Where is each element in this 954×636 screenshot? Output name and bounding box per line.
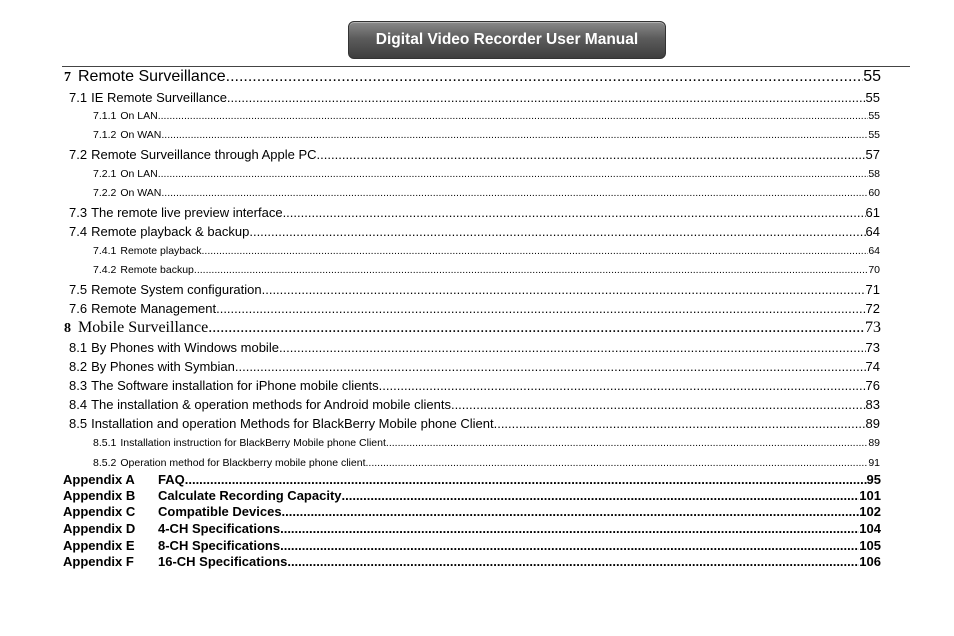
toc-entry-number: 7.1.1 xyxy=(93,110,117,122)
dot-leader xyxy=(194,264,868,276)
toc-entry[interactable] xyxy=(69,282,880,299)
toc-entry-title: By Phones with Symbian xyxy=(91,359,235,374)
toc-entry-page: 58 xyxy=(868,168,880,180)
toc-entry-title: The Software installation for iPhone mobile clients xyxy=(91,378,379,393)
toc-entry-title: Remote Surveillance xyxy=(78,68,226,85)
dot-leader xyxy=(208,319,865,337)
toc-entry-title: Remote playback xyxy=(120,245,202,257)
toc-entry-page: 76 xyxy=(865,378,880,393)
dot-leader xyxy=(227,90,866,105)
toc-entry[interactable] xyxy=(69,205,880,222)
toc-entry-page: 71 xyxy=(865,282,880,297)
dot-leader xyxy=(201,245,868,257)
toc-entry-page: 64 xyxy=(868,245,880,257)
toc-entry-page: 104 xyxy=(859,521,881,536)
toc-entry[interactable] xyxy=(63,488,881,504)
toc-entry[interactable] xyxy=(69,147,880,164)
toc-entry-title: Remote Management xyxy=(91,301,217,316)
dot-leader xyxy=(185,472,867,487)
dot-leader xyxy=(283,205,866,220)
toc-entry-title: Installation instruction for BlackBerry Mobile phone Client xyxy=(120,437,386,449)
toc-entry-number: 8.4 xyxy=(69,397,88,412)
toc-entry-number: 8.5.2 xyxy=(93,457,117,469)
toc-entry-number: 7 xyxy=(64,70,71,85)
toc-entry-page: 89 xyxy=(865,416,880,431)
toc-entry[interactable] xyxy=(63,472,881,488)
toc-entry[interactable] xyxy=(69,359,880,376)
toc-entry[interactable] xyxy=(63,504,881,520)
toc-entry-page: 83 xyxy=(865,397,880,412)
toc-entry-title: Remote backup xyxy=(120,264,194,276)
toc-entry-page: 55 xyxy=(868,110,880,122)
toc-entry-number: 8.3 xyxy=(69,378,88,393)
dot-leader xyxy=(451,397,866,412)
toc-entry[interactable] xyxy=(69,301,880,318)
toc-entry-number: 7.1.2 xyxy=(93,129,117,141)
dot-leader xyxy=(161,187,868,199)
toc-entry-page: 64 xyxy=(865,224,880,239)
dot-leader xyxy=(216,301,865,316)
toc-entry-number: 7.4.2 xyxy=(93,264,117,276)
toc-entry-page: 55 xyxy=(868,129,880,141)
toc-entry[interactable] xyxy=(69,397,880,414)
toc-entry[interactable] xyxy=(69,90,880,107)
toc-entry[interactable] xyxy=(93,187,880,201)
toc-entry-title: Remote System configuration xyxy=(91,282,262,297)
dot-leader xyxy=(317,147,866,162)
toc-entry[interactable] xyxy=(93,245,880,259)
toc-entry-number: 7.6 xyxy=(69,301,88,316)
toc-entry[interactable] xyxy=(69,416,880,433)
toc-entry[interactable] xyxy=(64,319,881,339)
toc-entry-title: Remote playback & backup xyxy=(91,224,250,239)
toc-entry-number: 7.1 xyxy=(69,90,88,105)
toc-entry[interactable] xyxy=(64,68,881,88)
dot-leader xyxy=(287,554,859,569)
toc-entry-number: 8.2 xyxy=(69,359,88,374)
dot-leader xyxy=(366,457,869,469)
toc-entry-number: 7.3 xyxy=(69,205,88,220)
toc-entry-title: IE Remote Surveillance xyxy=(91,90,227,105)
toc-entry-title: On WAN xyxy=(120,129,162,141)
toc-entry-number: 8.5.1 xyxy=(93,437,117,449)
dot-leader xyxy=(226,68,864,86)
toc-entry-title: On LAN xyxy=(120,110,158,122)
toc-entry-title: The installation & operation methods for Android mobile clients xyxy=(91,397,451,412)
toc-entry[interactable] xyxy=(93,168,880,182)
toc-entry-number: Appendix B xyxy=(63,488,136,503)
toc-entry-page: 102 xyxy=(859,504,881,519)
dot-leader xyxy=(280,521,859,536)
dot-leader xyxy=(235,359,866,374)
toc-entry-number: 7.4 xyxy=(69,224,88,239)
toc-entry[interactable] xyxy=(93,110,880,124)
toc-entry[interactable] xyxy=(93,437,880,451)
toc-entry-title: Operation method for Blackberry mobile phone client xyxy=(120,457,366,469)
toc-entry-number: Appendix D xyxy=(63,521,136,536)
dot-leader xyxy=(249,224,865,239)
toc-entry[interactable] xyxy=(93,264,880,278)
toc-entry-number: Appendix A xyxy=(63,472,135,487)
dot-leader xyxy=(386,437,868,449)
dot-leader xyxy=(379,378,866,393)
toc-entry[interactable] xyxy=(63,538,881,554)
toc-entry-page: 73 xyxy=(865,340,880,355)
toc-entry-page: 91 xyxy=(868,457,880,469)
toc-entry-number: Appendix F xyxy=(63,554,134,569)
toc-entry-title: Installation and operation Methods for BlackBerry Mobile phone Client xyxy=(91,416,494,431)
toc-entry-number: 7.5 xyxy=(69,282,88,297)
toc-entry-page: 61 xyxy=(865,205,880,220)
dot-leader xyxy=(158,110,869,122)
toc-entry-page: 106 xyxy=(859,554,881,569)
toc-entry-number: 8.1 xyxy=(69,340,88,355)
toc-entry-title: 16-CH Specifications xyxy=(158,554,288,569)
toc-entry-title: Calculate Recording Capacity xyxy=(158,488,342,503)
toc-entry-page: 105 xyxy=(859,538,881,553)
toc-entry-title: Compatible Devices xyxy=(158,504,282,519)
toc-entry-title: On LAN xyxy=(120,168,158,180)
toc-entry-page: 57 xyxy=(865,147,880,162)
dot-leader xyxy=(262,282,866,297)
dot-leader xyxy=(494,416,866,431)
toc-entry-page: 95 xyxy=(866,472,881,487)
dot-leader xyxy=(282,504,860,519)
toc-entry-title: Remote Surveillance through Apple PC xyxy=(91,147,317,162)
toc-entry-title: Mobile Surveillance xyxy=(78,319,209,336)
toc-entry-page: 74 xyxy=(865,359,880,374)
toc-entry-title: FAQ xyxy=(158,472,185,487)
toc-entry-page: 72 xyxy=(865,301,880,316)
toc-entry[interactable] xyxy=(63,554,881,570)
toc-entry-title: 8-CH Specifications xyxy=(158,538,281,553)
toc-entry-number: 7.2 xyxy=(69,147,88,162)
toc-entry-number: 7.2.2 xyxy=(93,187,117,199)
toc-entry-page: 101 xyxy=(859,488,881,503)
dot-leader xyxy=(158,168,869,180)
dot-leader xyxy=(279,340,866,355)
toc-entry-title: By Phones with Windows mobile xyxy=(91,340,279,355)
toc-entry-title: The remote live preview interface xyxy=(91,205,283,220)
toc-entry[interactable] xyxy=(93,457,880,471)
toc-entry-page: 70 xyxy=(868,264,880,276)
toc-entry-number: 8.5 xyxy=(69,416,88,431)
dot-leader xyxy=(342,488,860,503)
toc-entry[interactable] xyxy=(69,378,880,395)
toc-entry[interactable] xyxy=(93,129,880,143)
toc-entry[interactable] xyxy=(69,224,880,241)
document-title: Digital Video Recorder User Manual xyxy=(375,31,639,48)
toc-entry[interactable] xyxy=(63,521,881,537)
toc-entry-page: 89 xyxy=(868,437,880,449)
toc-entry-number: 7.2.1 xyxy=(93,168,117,180)
toc-entry-title: On WAN xyxy=(120,187,162,199)
toc-entry[interactable] xyxy=(69,340,880,357)
toc-entry-number: Appendix E xyxy=(63,538,135,553)
dot-leader xyxy=(280,538,859,553)
toc-entry-title: 4-CH Specifications xyxy=(158,521,281,536)
toc-entry-number: 7.4.1 xyxy=(93,245,117,257)
toc-entry-page: 55 xyxy=(865,90,880,105)
toc-entry-page: 55 xyxy=(863,68,881,85)
toc-entry-page: 73 xyxy=(865,319,881,336)
toc-entry-page: 60 xyxy=(868,187,880,199)
toc-entry-number: 8 xyxy=(64,321,71,336)
dot-leader xyxy=(161,129,868,141)
toc-entry-number: Appendix C xyxy=(63,504,136,519)
